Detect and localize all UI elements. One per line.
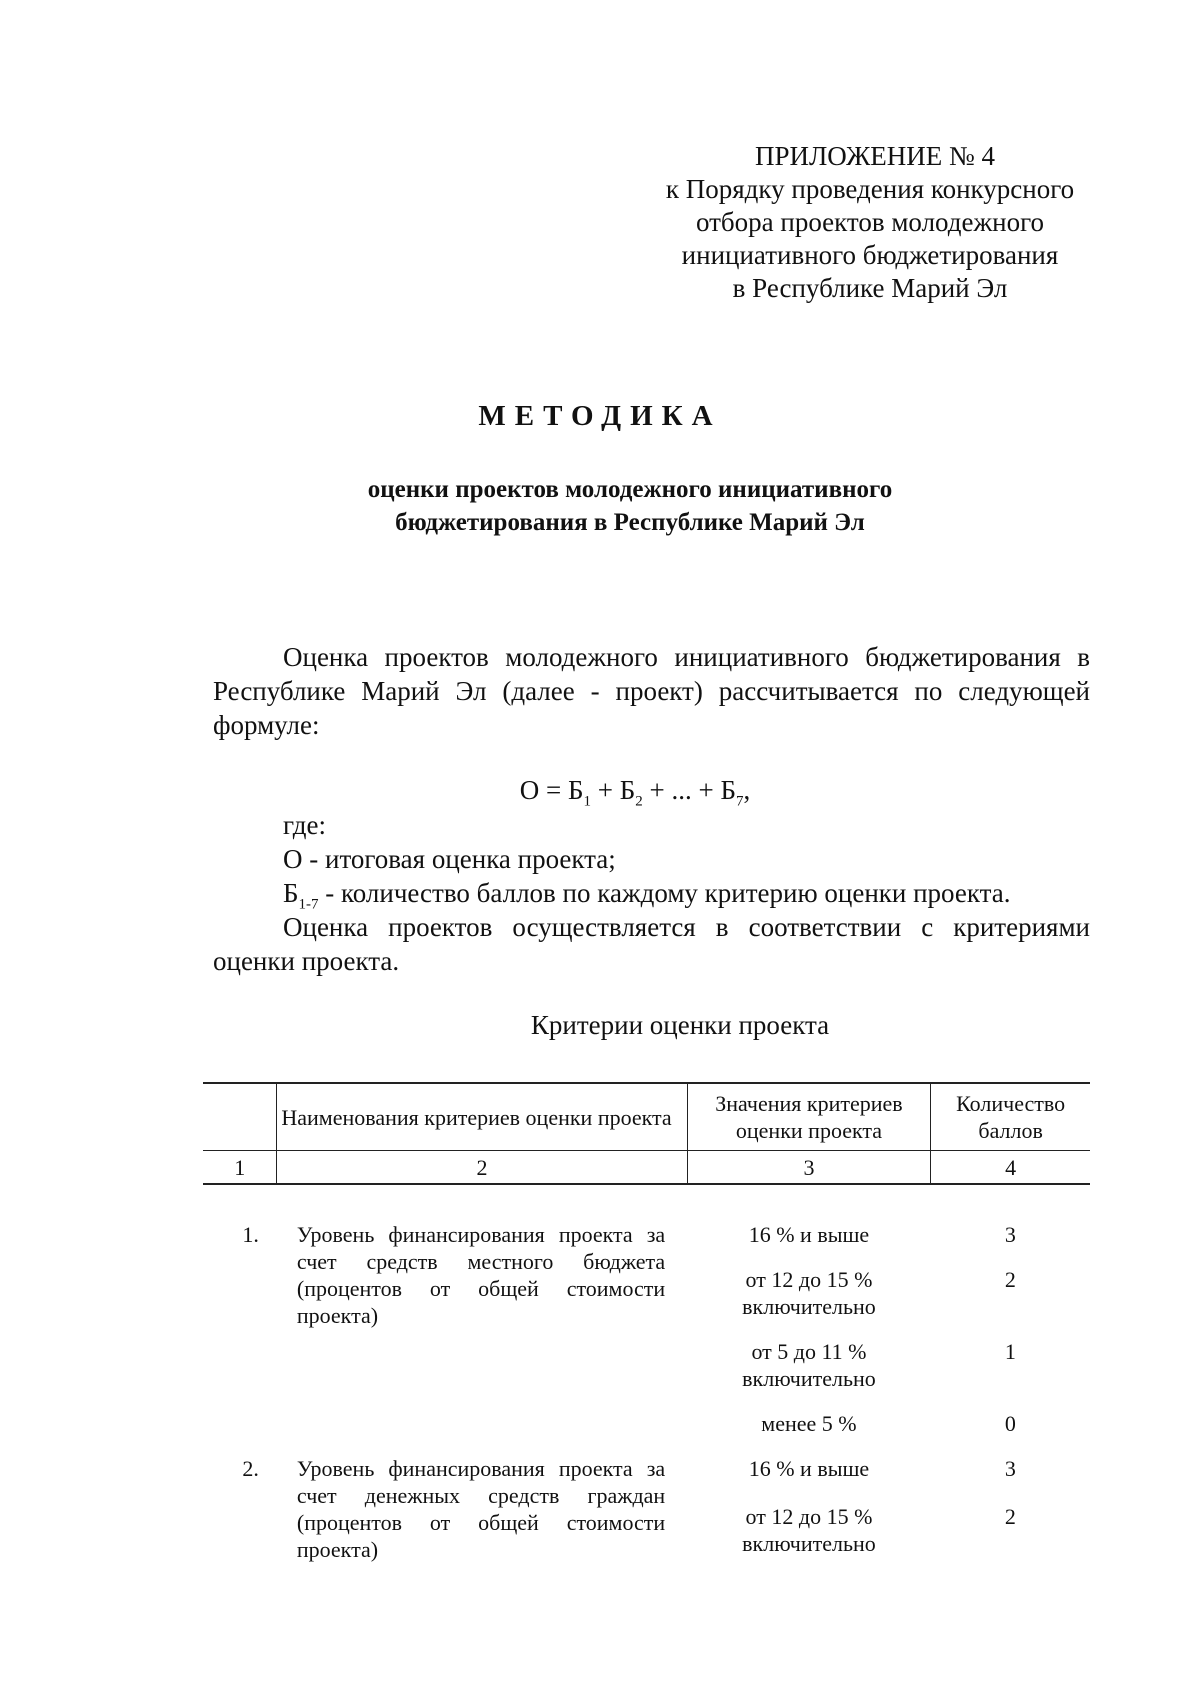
table-caption: Критерии оценки проекта — [530, 1010, 830, 1040]
criterion-points: 3 — [1004, 1222, 1016, 1247]
table-body — [203, 1213, 1090, 1573]
appendix-line: отбора проектов молодежного — [695, 207, 1045, 237]
criterion-points: 1 — [1004, 1339, 1016, 1364]
b-definition-text: - количество баллов по каждому критерию оценки проекта. — [318, 878, 1011, 908]
where-label: где: — [283, 810, 326, 840]
b-subscript: 1-7 — [298, 896, 319, 913]
table-header-row — [203, 1083, 1090, 1151]
appendix-line: в Республике Марий Эл — [732, 273, 1008, 303]
definitions — [213, 808, 1090, 921]
column-number: 1 — [203, 1151, 277, 1185]
formula-part: , — [743, 775, 751, 805]
criterion-points: 2 — [1004, 1267, 1016, 1292]
column-number: 2 — [277, 1151, 687, 1185]
appendix-line: инициативного бюджетирования — [681, 240, 1059, 270]
criterion-value: 16 % и выше — [748, 1456, 870, 1481]
formula-subscript: 1 — [583, 793, 592, 810]
subtitle-line: бюджетирования в Республике Марий Эл — [395, 509, 865, 536]
appendix-line: к Порядку проведения конкурсного — [665, 174, 1075, 204]
closing-paragraph: Оценка проектов осуществляется в соответствии с критериями оценки проекта. — [213, 912, 1090, 976]
criterion-value: от 5 до 11 % включительно — [742, 1339, 876, 1391]
document-title: МЕТОДИКА — [478, 400, 722, 432]
criterion-points: 3 — [1004, 1456, 1016, 1481]
header-num — [203, 1083, 277, 1151]
column-number-row — [203, 1151, 1090, 1185]
definition-o: О - итоговая оценка проекта; — [283, 844, 616, 874]
table-row — [203, 1213, 1090, 1258]
column-number: 4 — [931, 1151, 1090, 1185]
criterion-value: менее 5 % — [761, 1411, 857, 1436]
criterion-number: 2. — [242, 1456, 259, 1481]
criterion-value: от 12 до 15 % включительно — [742, 1504, 876, 1557]
appendix-block — [640, 140, 1100, 305]
criterion-points: 0 — [1004, 1411, 1016, 1436]
table-row — [203, 1447, 1090, 1495]
document-subtitle — [0, 473, 1200, 539]
b-symbol: Б — [283, 878, 299, 908]
criteria-table — [203, 1082, 1090, 1573]
formula-part: О = Б — [519, 775, 584, 805]
header-points: Количество баллов — [931, 1083, 1090, 1151]
criterion-value: от 12 до 15 % включительно — [742, 1267, 876, 1319]
spacer-row — [203, 1184, 1090, 1213]
formula-part: + ... + Б — [642, 775, 736, 805]
appendix-heading: ПРИЛОЖЕНИЕ № 4 — [754, 141, 996, 171]
spacer-cell — [203, 1184, 1090, 1213]
formula-part: + Б — [591, 775, 636, 805]
formula-subscript: 2 — [635, 793, 643, 810]
criterion-number: 1. — [242, 1222, 259, 1247]
intro-paragraph: Оценка проектов молодежного инициативного бюджетирования в Республике Марий Эл (далее - проект) рассчитывается по следующей формуле: — [213, 642, 1090, 740]
criterion-value: 16 % и выше — [748, 1222, 870, 1247]
header-name: Наименования критериев оценки проекта — [277, 1083, 687, 1151]
header-value: Значения критериев оценки проекта — [687, 1083, 931, 1151]
criterion-name: Уровень финансирования проекта за счет денежных средств граждан (процентов от общей стоимости проекта) — [296, 1456, 666, 1562]
column-number: 3 — [687, 1151, 931, 1185]
criterion-name: Уровень финансирования проекта за счет средств местного бюджета (процентов от общей стоимости проекта) — [296, 1222, 666, 1328]
formula — [0, 775, 1200, 810]
subtitle-line: оценки проектов молодежного инициативного — [367, 476, 893, 503]
formula-subscript: 7 — [735, 793, 744, 810]
criterion-points: 2 — [1004, 1504, 1016, 1530]
